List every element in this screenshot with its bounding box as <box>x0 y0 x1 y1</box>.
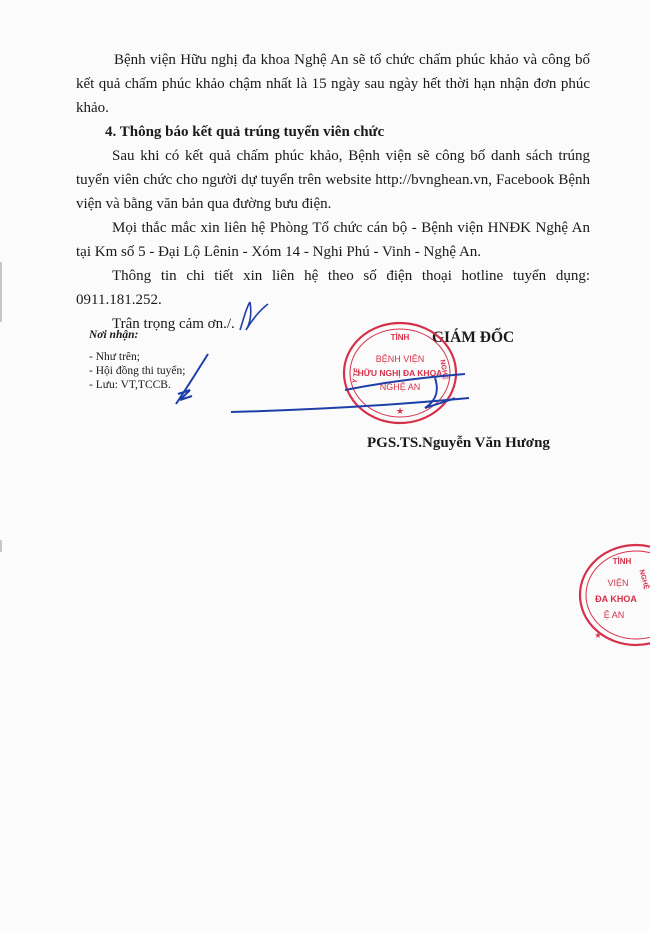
recipient-item: - Lưu: VT,TCCB. <box>89 379 171 391</box>
stamp-side-text: NGHỆ <box>438 359 449 381</box>
stamp-line: ĐA KHOA <box>595 594 637 604</box>
recipients-heading: Nơi nhận: <box>89 329 139 341</box>
paragraph-line: Sau khi có kết quả chấm phúc khảo, Bệnh viện sẽ công bố danh sách trúng <box>112 148 590 164</box>
recipient-item: - Như trên; <box>89 351 140 363</box>
director-signature <box>225 360 475 420</box>
paragraph-line: tại Km số 5 - Đại Lộ Lênin - Xóm 14 - Nghi Phú - Vinh - Nghệ An. <box>76 244 482 260</box>
scan-edge-mark <box>0 262 2 322</box>
signer-name: PGS.TS.Nguyễn Văn Hương <box>367 435 550 451</box>
star-icon: ★ <box>395 406 405 416</box>
stamp-line: NGHỆ AN <box>379 382 421 392</box>
recipients-initials <box>168 350 218 410</box>
stamp-top-text: TỈNH <box>390 333 410 342</box>
section-heading: 4. Thông báo kết quả trúng tuyển viên chức <box>105 124 385 140</box>
stamp-top-text: TỈNH <box>612 557 632 566</box>
initials-signature <box>232 296 272 336</box>
paragraph-line: tuyển viên chức cho người dự tuyển trên website http://bvnghean.vn, Facebook Bệnh <box>76 172 590 188</box>
paragraph-line: kết quả chấm phúc khảo chậm nhất là 15 ngày sau ngày hết thời hạn nhận đơn phúc <box>76 76 590 92</box>
paragraph-line: viện và bằng văn bản qua đường bưu điện. <box>76 196 332 212</box>
partial-stamp <box>576 540 650 650</box>
stamp-line: HỮU NGHỊ ĐA KHOA <box>357 368 443 378</box>
hotline-number: 0911.181.252. <box>76 292 162 308</box>
paragraph-line: Thông tin chi tiết xin liên hệ theo số điện thoại hotline tuyển dụng: <box>112 268 590 284</box>
scan-edge-mark <box>0 540 2 552</box>
stamp-side-text: NGHỆ <box>637 568 650 591</box>
signature-title: GIÁM ĐỐC <box>432 329 515 346</box>
recipient-item: - Hội đồng thi tuyển; <box>89 365 186 377</box>
stamp-line: VIỆN <box>607 578 629 588</box>
paragraph-line: khảo. <box>76 100 109 116</box>
paragraph-line: Mọi thắc mắc xin liên hệ Phòng Tổ chức cán bộ - Bệnh viện HNĐK Nghệ An <box>112 220 590 236</box>
stamp-line: BỆNH VIỆN <box>375 354 425 364</box>
closing-line: Trân trọng cảm ơn./. <box>112 316 235 332</box>
stamp-side-text: Y TẾ <box>351 367 362 384</box>
stamp-line: Ệ AN <box>603 610 625 620</box>
star-icon: ★ <box>594 631 602 640</box>
paragraph-line: Bệnh viện Hữu nghị đa khoa Nghệ An sẽ tổ chức chấm phúc khảo và công bố <box>114 52 590 68</box>
